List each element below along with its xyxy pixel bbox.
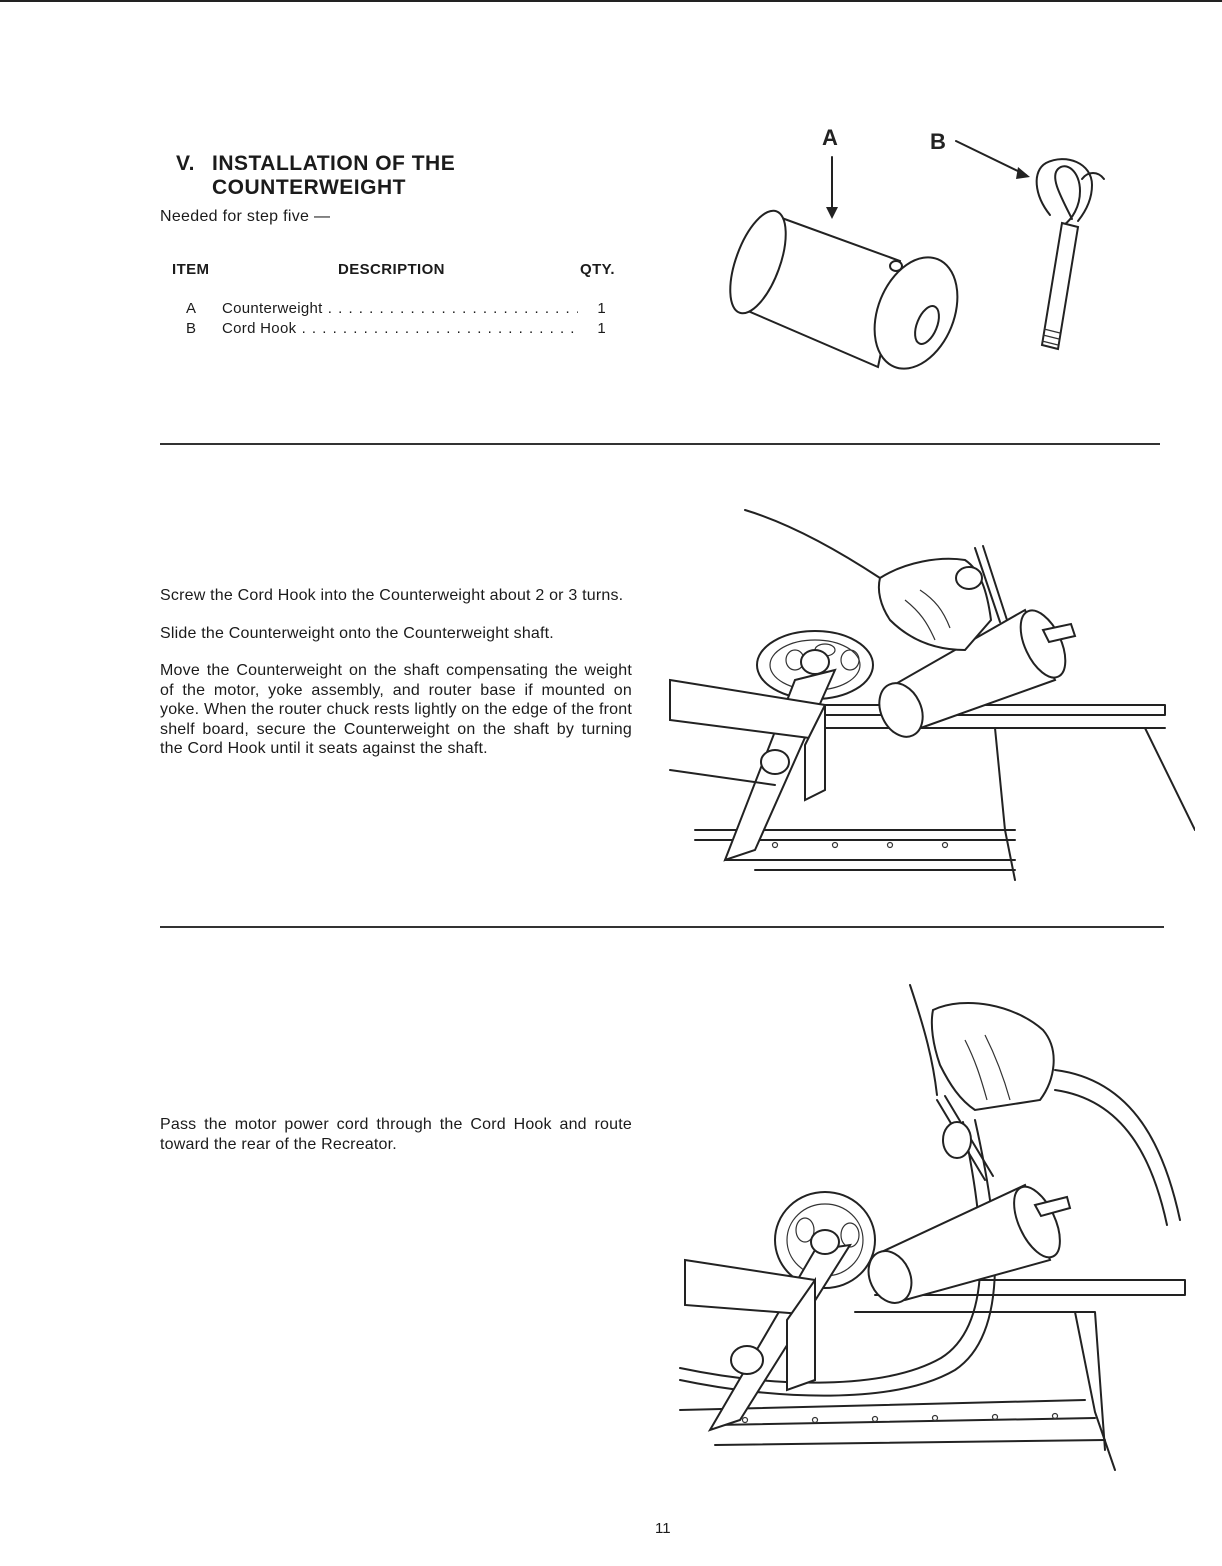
part-description: Cord Hook . . . bbox=[222, 320, 578, 337]
step-1-illustration bbox=[665, 500, 1195, 885]
step-2-text bbox=[160, 1115, 632, 1172]
header-item: ITEM bbox=[172, 261, 210, 278]
part-row-a bbox=[186, 300, 606, 320]
header-qty: QTY. bbox=[580, 261, 615, 278]
part-row-b bbox=[186, 320, 606, 340]
part-qty: 1 bbox=[597, 320, 606, 337]
arrow-b-head bbox=[1016, 167, 1030, 179]
section-title bbox=[176, 152, 455, 200]
part-item: B bbox=[186, 320, 197, 337]
part-qty: 1 bbox=[597, 300, 606, 317]
label-a: A bbox=[822, 125, 838, 150]
step-2-illustration bbox=[675, 950, 1190, 1475]
parts-list bbox=[186, 300, 606, 340]
needed-note: Needed for step five — bbox=[160, 208, 331, 225]
hand-with-hook bbox=[745, 510, 1007, 650]
title-line-1: INSTALLATION OF THE bbox=[212, 152, 456, 175]
section-number: V. bbox=[176, 152, 195, 175]
part-item: A bbox=[186, 300, 197, 317]
cord-hook-drawing bbox=[1037, 159, 1104, 349]
section-divider-1 bbox=[160, 443, 1160, 445]
arrow-b bbox=[956, 141, 1026, 175]
counterweight-drawing bbox=[720, 204, 973, 381]
title-line-2: COUNTERWEIGHT bbox=[212, 176, 406, 199]
label-b: B bbox=[930, 129, 946, 154]
arrow-a-head bbox=[826, 207, 838, 219]
step-1-paragraph-2: Slide the Counterweight onto the Counterweight shaft. bbox=[160, 624, 554, 642]
step-1-text bbox=[160, 586, 632, 777]
page-number: 11 bbox=[655, 1520, 671, 1537]
top-border bbox=[0, 0, 1222, 2]
step-2-paragraph-1: Pass the motor power cord through the Cord Hook and route toward the rear of the Recreator. bbox=[160, 1116, 632, 1153]
part-description: Counterweight . . . bbox=[222, 300, 578, 317]
header-description: DESCRIPTION bbox=[338, 261, 445, 278]
section-divider-2 bbox=[160, 926, 1164, 928]
parts-illustration bbox=[720, 115, 1130, 385]
step-1-paragraph-3: Move the Counterweight on the shaft compensating the weight of the motor, yoke assembly, and router base if mounted on yoke. When the router chuck rests lightly on the edge of the front shelf board, secure the Counterweight on the shaft by turning the Cord Hook until it seats against the shaft. bbox=[160, 662, 632, 757]
step-1-paragraph-1: Screw the Cord Hook into the Counterweight about 2 or 3 turns. bbox=[160, 587, 624, 604]
counterweight-on-shaft bbox=[860, 1180, 1070, 1310]
